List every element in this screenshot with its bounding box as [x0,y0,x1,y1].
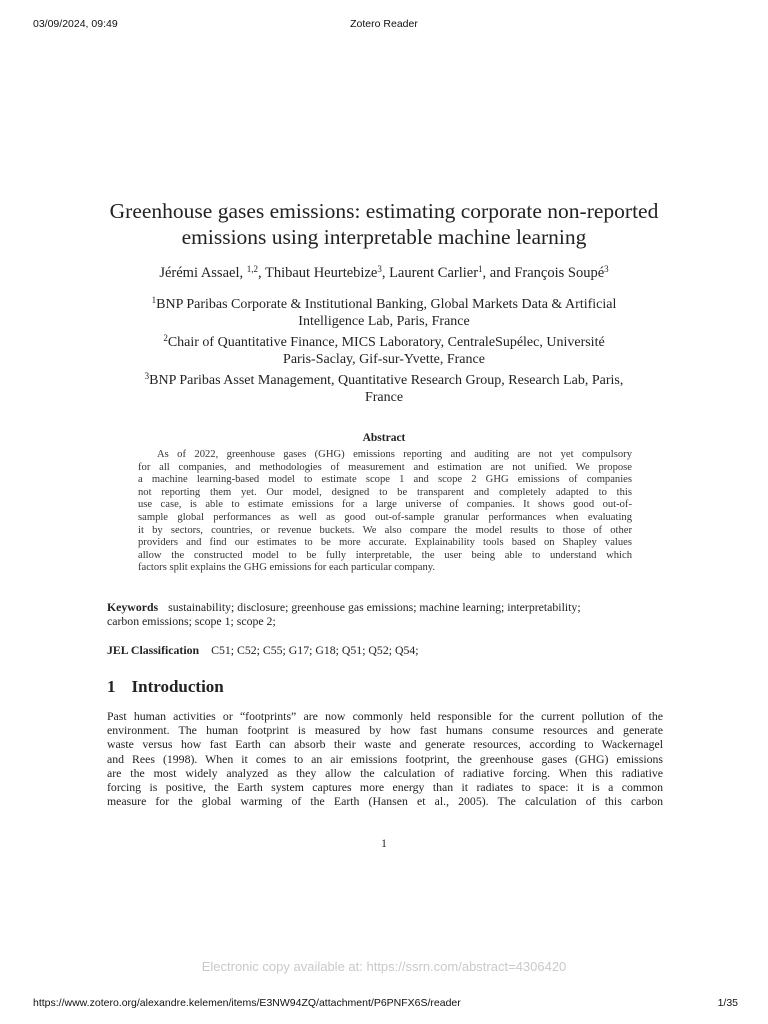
intro-line: Past human activities or “footprints” are now commonly held responsible for the current pollution of the [107,709,663,723]
abstract-heading: Abstract [362,432,406,444]
abstract-line: factors split explains the GHG emissions for each particular company. [138,562,436,574]
affiliation-line: Intelligence Lab, Paris, France [298,314,470,329]
jel-codes: C51; C52; C55; G17; G18; Q51; Q52; Q54; [211,643,419,657]
abstract-line: not reporting them yet. Our model, designed to be transparent and completely adapted to this [138,486,632,498]
print-url: https://www.zotero.org/alexandre.kelemen/items/E3NW94ZQ/attachment/P6PNFX6S/reader [33,997,461,1009]
abstract-line: a machine learning-based model to estimate scope 1 and scope 2 GHG emissions of companies [138,474,632,486]
affiliation-line [100,330,668,351]
keywords-text: sustainability; disclosure; greenhouse gas emissions; machine learning; interpretability; [168,600,581,614]
author-separator: , and [482,265,515,281]
keywords-block [107,600,663,628]
author-affiliation-mark: 1,2 [246,264,258,274]
paper-title-line: Greenhouse gases emissions: estimating corporate non-reported [109,199,659,223]
affiliation-text: Chair of Quantitative Finance, MICS Laboratory, CentraleSupélec, Université [167,335,605,350]
intro-line: are the most widely analyzed as they allow the calculation of radiative forcing. When this radiative [107,765,663,780]
author-name: Jérémi Assael, [159,265,247,281]
abstract-line: As of 2022, greenhouse gases (GHG) emissions reporting and auditing are not yet compulsory [157,449,632,460]
section-number: 1 [107,677,116,696]
keywords-label: Keywords [107,600,159,614]
intro-line: waste versus how fast Earth can absorb their waste and generate resources, according to Wackernagel [107,737,663,752]
abstract-line: allow the constructed model to be fully interpretable, the user being able to understand which [138,549,632,561]
jel-label: JEL Classification [107,643,200,657]
affiliation-line [100,368,668,389]
page-number: 1 [381,838,387,850]
author-separator: , [257,265,265,281]
affiliation-line [100,292,668,313]
section-title: Introduction [131,677,224,696]
intro-line: environment. The human footprint is measured by how fast humans consume resources and generate [107,723,663,738]
jel-classification [107,643,663,658]
affiliation-text: BNP Paribas Corporate & Institutional Banking, Global Markets Data & Artificial [156,297,617,312]
author-affiliation-mark: 1 [478,264,483,274]
print-datetime: 03/09/2024, 09:49 [33,18,118,30]
print-app-title: Zotero Reader [350,18,418,30]
author-affiliation-mark: 3 [377,264,382,274]
print-page-count: 1/35 [717,997,738,1009]
author-name: Thibaut Heurtebize [264,265,378,281]
intro-line: measure for the global warming of the Earth (Hansen et al., 2005). The calculation of this carbon [107,794,663,809]
affiliation-line: France [364,390,404,405]
intro-line: forcing is positive, the Earth system captures more energy than it radiates to space: it is a common [107,780,663,795]
affiliation-list [100,292,668,406]
affiliation-mark: 1 [151,295,157,305]
author-name: François Soupé [514,265,605,281]
abstract-line: for all companies, and methodologies of measurement and estimation are not unified. We propose [138,461,632,473]
author-affiliation-mark: 3 [604,264,609,274]
abstract-body [138,449,632,575]
section-heading [107,677,224,697]
abstract-line: providers and find our estimates to be more accurate. Explainability tools based on Shapley values [138,537,632,549]
affiliation-text: BNP Paribas Asset Management, Quantitative Research Group, Research Lab, Paris, [149,373,624,388]
keywords-line: carbon emissions; scope 1; scope 2; [107,614,276,628]
keywords-line [107,600,663,614]
paper-title [80,198,688,250]
affiliation-mark: 3 [144,371,150,381]
abstract-line: sample global performances as well as good out-of-sample granular performances when evaluating [138,511,632,523]
author-separator: , [381,265,390,281]
abstract-line: it by sectors, countries, or revenue buckets. We also compare the model results to those of other [138,524,632,536]
intro-line: and Rees (1998). When it comes to an air emissions footprint, the greenhouse gases (GHG) emissions [107,751,663,766]
ssrn-watermark: Electronic copy available at: https://ssrn.com/abstract=4306420 [201,959,567,974]
abstract-line: use case, is able to estimate emissions for a large universe of companies. It shows good out-of- [138,499,632,511]
affiliation-line: Paris-Saclay, Gif-sur-Yvette, France [283,352,485,367]
paper-title-line: emissions using interpretable machine learning [181,225,587,249]
affiliation-mark: 2 [163,333,168,343]
author-name: Laurent Carlier [389,265,479,281]
author-list [80,264,688,282]
print-footer [0,994,768,1014]
intro-paragraph [107,709,663,808]
